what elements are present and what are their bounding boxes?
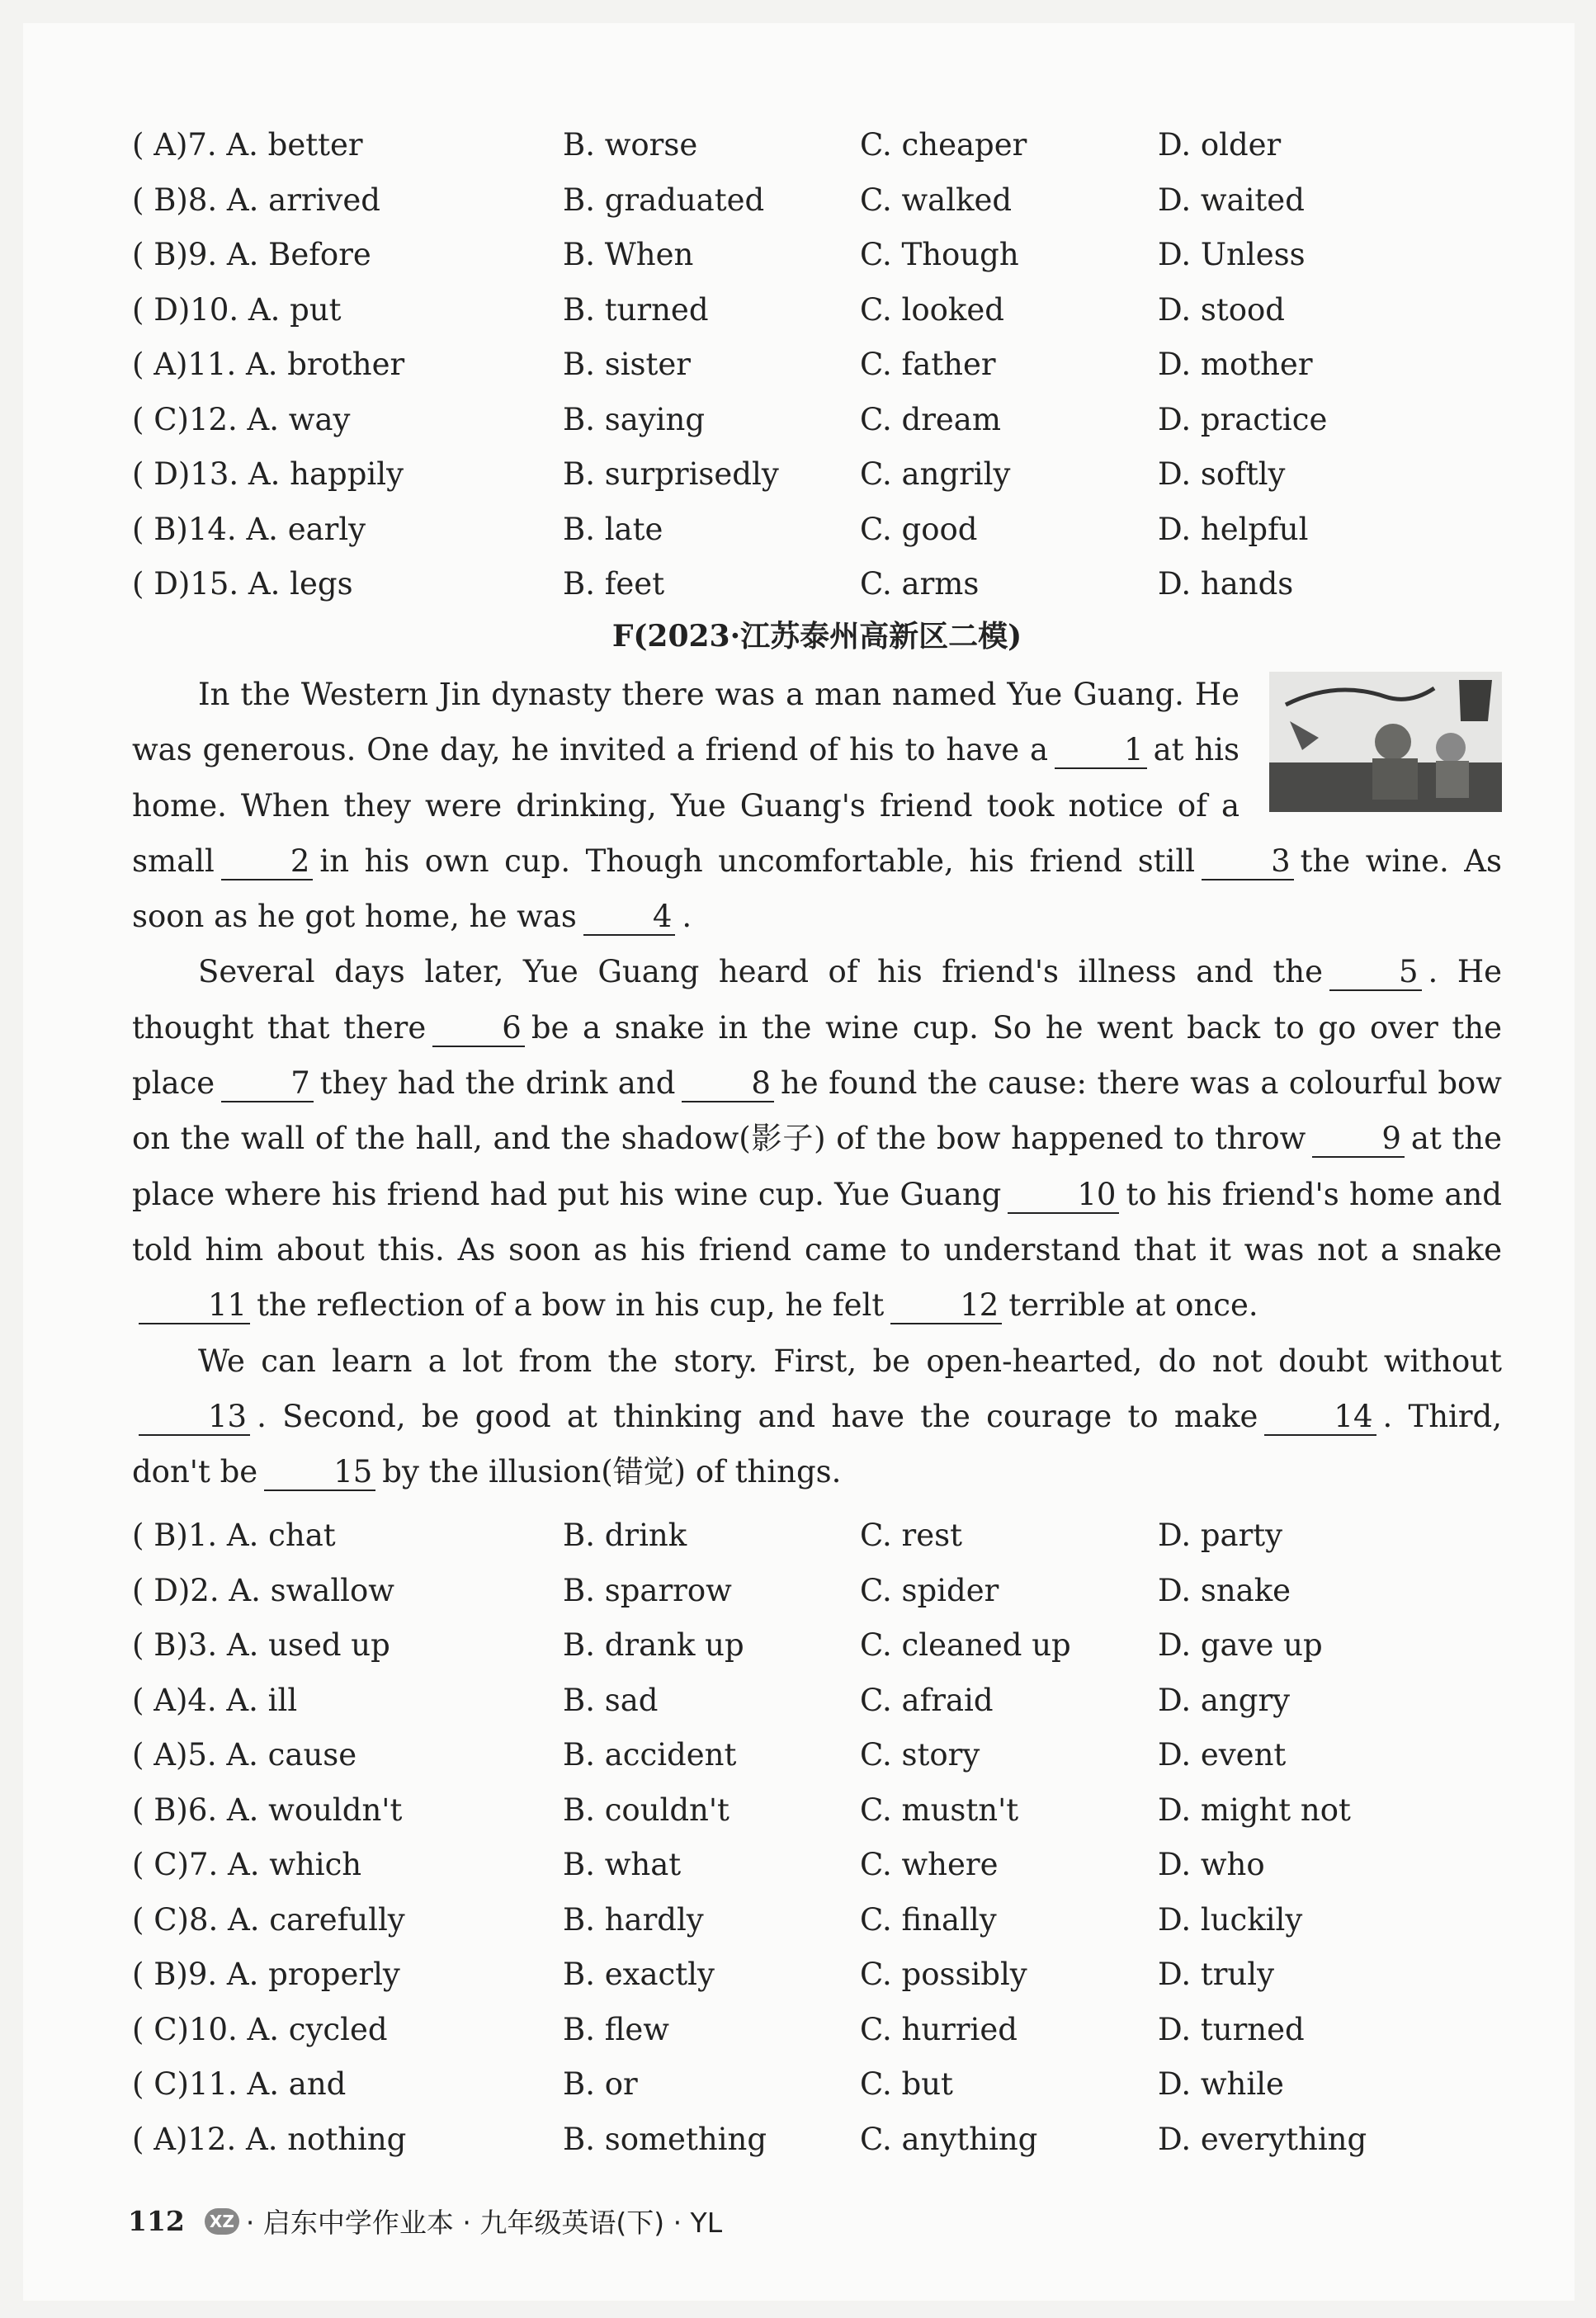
passage-text: . He thought that there — [132, 954, 1502, 1046]
option-d: D. might not — [1158, 1792, 1351, 1828]
passage-text: by the illusion(错觉) of things. — [382, 1454, 842, 1490]
answer-mark: B — [153, 237, 177, 272]
passage-text: the reflection of a bow in his cup, he felt — [257, 1287, 885, 1324]
option-d: D. turned — [1158, 2011, 1305, 2047]
blank-5: 5 — [1329, 955, 1422, 991]
passage-text: he found the cause: there was a colourful bow on the wall of the hall, and the shadow(影子) of the bow happened to throw — [132, 1065, 1502, 1157]
option-b: B. hardly — [563, 1901, 704, 1938]
answer-mark: A — [153, 127, 176, 163]
option-a: )2. A. swallow — [177, 1572, 394, 1608]
question-list-top — [132, 118, 1502, 612]
blank-10: 10 — [1008, 1178, 1119, 1214]
option-a: )11. A. and — [177, 2066, 347, 2102]
question-stem: ( B)9. A. Before — [132, 237, 371, 272]
option-a: )8. A. carefully — [177, 1901, 405, 1938]
passage-text: at his home. When they were drinking, Yue Guang's friend took notice of a small — [132, 732, 1240, 879]
answer-mark: C — [153, 1901, 177, 1938]
passage-text: in his own cup. Though uncomfortable, his friend still — [319, 843, 1196, 879]
option-c: C. afraid — [860, 1682, 994, 1718]
question-row — [132, 2003, 1502, 2058]
passage-text: We can learn a lot from the story. First, be open-hearted, do not doubt without — [198, 1343, 1502, 1379]
option-a: )12. A. way — [177, 401, 351, 437]
answer-mark: D — [153, 456, 178, 492]
passage-text: . — [682, 899, 692, 935]
option-b: B. worse — [563, 127, 698, 163]
option-d: D. everything — [1158, 2121, 1367, 2157]
option-d: D. stood — [1158, 291, 1285, 328]
option-b: B. surprisedly — [563, 456, 779, 492]
passage-text: terrible at once. — [1008, 1287, 1258, 1324]
option-b: B. flew — [563, 2011, 669, 2047]
question-stem: ( C)12. A. way — [132, 401, 351, 437]
question-stem: ( A)11. A. brother — [132, 347, 405, 382]
option-a: )12. A. nothing — [175, 2121, 407, 2157]
question-stem: ( A)4. A. ill — [132, 1682, 298, 1718]
question-row — [132, 447, 1502, 503]
question-stem: ( D)10. A. put — [132, 291, 342, 328]
option-b: B. sad — [563, 1682, 659, 1718]
answer-mark: B — [153, 511, 177, 547]
option-b: B. drink — [563, 1518, 687, 1553]
option-d: D. softly — [1158, 456, 1286, 492]
question-row — [132, 1618, 1502, 1674]
question-row — [132, 1893, 1502, 1948]
option-c: C. rest — [860, 1518, 962, 1553]
question-row — [132, 1838, 1502, 1893]
question-stem: ( B)3. A. used up — [132, 1627, 390, 1663]
option-c: C. mustn't — [860, 1792, 1019, 1828]
question-row — [132, 338, 1502, 393]
question-row — [132, 1728, 1502, 1783]
option-b: B. sister — [563, 347, 691, 382]
question-stem: ( C)7. A. which — [132, 1847, 362, 1882]
option-c: C. arms — [860, 566, 980, 602]
option-c: C. anything — [860, 2121, 1038, 2157]
blank-14: 14 — [1264, 1400, 1376, 1436]
answer-mark: B — [153, 1957, 177, 1992]
answer-mark: A — [153, 1682, 176, 1718]
option-a: )9. A. Before — [176, 237, 371, 272]
option-a: )11. A. brother — [175, 347, 405, 382]
option-a: )10. A. cycled — [177, 2011, 388, 2047]
option-b: B. exactly — [563, 1957, 715, 1992]
option-a: )3. A. used up — [176, 1627, 390, 1663]
blank-3: 3 — [1202, 844, 1294, 880]
option-b: B. saying — [563, 401, 706, 437]
blank-4: 4 — [583, 899, 676, 936]
passage-text: be a snake in the wine cup. So he went back to go over the place — [132, 1009, 1502, 1102]
page-footer — [128, 2202, 722, 2240]
option-a: )4. A. ill — [175, 1682, 298, 1718]
question-stem: ( B)9. A. properly — [132, 1957, 400, 1992]
option-c: C. possibly — [860, 1957, 1027, 1992]
option-d: D. truly — [1158, 1957, 1274, 1992]
option-d: D. helpful — [1158, 511, 1309, 547]
book-title: · 启东中学作业本 · 九年级英语(下) · YL — [245, 2207, 723, 2239]
question-row — [132, 1947, 1502, 2003]
passage-text: . Second, be good at thinking and have the courage to make — [257, 1398, 1258, 1434]
question-stem: ( B)6. A. wouldn't — [132, 1792, 403, 1828]
answer-mark: D — [153, 291, 178, 328]
option-b: B. feet — [563, 566, 665, 602]
blank-15: 15 — [264, 1455, 375, 1491]
passage-text: In the Western Jin dynasty there was a man named Yue Guang. He was generous. One day, he invited a friend of his to have a — [132, 677, 1239, 768]
option-d: D. Unless — [1158, 237, 1306, 272]
option-a: )14. A. early — [176, 511, 366, 547]
question-stem: ( B)8. A. arrived — [132, 182, 380, 218]
option-c: C. looked — [860, 291, 1004, 328]
question-row — [132, 503, 1502, 558]
passage-text: at the place where his friend had put his wine cup. Yue Guang — [132, 1121, 1502, 1212]
question-row — [132, 283, 1502, 338]
blank-11: 11 — [139, 1288, 250, 1324]
question-row — [132, 1564, 1502, 1619]
option-b: B. something — [563, 2121, 767, 2157]
option-a: )15. A. legs — [177, 566, 353, 602]
question-row — [132, 118, 1502, 173]
blank-8: 8 — [682, 1066, 774, 1102]
blank-9: 9 — [1312, 1121, 1405, 1158]
question-stem: ( C)11. A. and — [132, 2066, 347, 2102]
question-stem: ( C)10. A. cycled — [132, 2011, 388, 2047]
answer-mark: C — [153, 401, 177, 437]
question-row — [132, 393, 1502, 448]
answer-mark: A — [153, 1737, 176, 1773]
option-c: C. cheaper — [860, 127, 1027, 163]
option-c: C. finally — [860, 1901, 997, 1938]
question-stem: ( A)5. A. cause — [132, 1737, 357, 1773]
blank-13: 13 — [139, 1400, 250, 1436]
question-row — [132, 2113, 1502, 2168]
option-c: C. father — [860, 347, 996, 382]
passage-text: Several days later, Yue Guang heard of his friend's illness and the — [198, 954, 1323, 990]
option-c: C. dream — [860, 401, 1001, 437]
answer-mark: A — [153, 2121, 176, 2157]
question-stem: ( D)15. A. legs — [132, 566, 353, 602]
answer-mark: C — [153, 2011, 177, 2047]
option-b: B. graduated — [563, 182, 765, 218]
option-c: C. cleaned up — [860, 1627, 1071, 1663]
option-a: )7. A. better — [175, 127, 363, 163]
option-d: D. gave up — [1158, 1627, 1323, 1663]
answer-mark: C — [153, 2066, 177, 2102]
option-d: D. practice — [1158, 401, 1328, 437]
question-stem: ( B)1. A. chat — [132, 1518, 336, 1553]
question-stem: ( D)2. A. swallow — [132, 1572, 394, 1608]
option-a: )5. A. cause — [175, 1737, 357, 1773]
question-stem: ( A)12. A. nothing — [132, 2121, 407, 2157]
option-d: D. older — [1158, 127, 1282, 163]
answer-mark: A — [153, 347, 176, 382]
question-stem: ( C)8. A. carefully — [132, 1901, 405, 1938]
option-c: C. good — [860, 511, 978, 547]
question-row — [132, 2057, 1502, 2113]
option-a: )8. A. arrived — [176, 182, 380, 218]
blank-1: 1 — [1055, 733, 1147, 769]
option-b: B. what — [563, 1847, 682, 1882]
option-d: D. snake — [1158, 1572, 1291, 1608]
option-d: D. waited — [1158, 182, 1305, 218]
answer-mark: C — [153, 1847, 177, 1882]
blank-12: 12 — [890, 1288, 1002, 1324]
option-c: C. but — [860, 2066, 953, 2102]
question-row — [132, 1508, 1502, 1564]
option-d: D. party — [1158, 1518, 1283, 1553]
option-d: D. angry — [1158, 1682, 1291, 1718]
option-d: D. luckily — [1158, 1901, 1303, 1938]
option-c: C. where — [860, 1847, 999, 1882]
option-d: D. who — [1158, 1847, 1265, 1882]
option-a: )1. A. chat — [176, 1518, 336, 1553]
answer-mark: B — [153, 1627, 177, 1663]
option-c: C. Though — [860, 237, 1019, 272]
option-b: B. couldn't — [563, 1792, 730, 1828]
option-d: D. mother — [1158, 347, 1313, 382]
option-c: C. angrily — [860, 456, 1011, 492]
question-row — [132, 228, 1502, 283]
section-title: F(2023·江苏泰州高新区二模) — [611, 619, 1022, 654]
passage-text: to his friend's home and told him about this. As soon as his friend came to understand that it was not a snake — [132, 1176, 1502, 1268]
question-list-bottom — [132, 1508, 1502, 2167]
answer-mark: D — [153, 566, 178, 602]
option-c: C. walked — [860, 182, 1013, 218]
option-b: B. When — [563, 237, 694, 272]
answer-mark: B — [153, 1792, 177, 1828]
answer-mark: B — [153, 1518, 177, 1553]
option-c: C. spider — [860, 1572, 999, 1608]
passage-text: they had the drink and — [319, 1065, 676, 1102]
answer-mark: D — [153, 1572, 178, 1608]
option-c: C. story — [860, 1737, 980, 1773]
option-b: B. drank up — [563, 1627, 744, 1663]
page-number: 112 — [128, 2205, 185, 2237]
option-c: C. hurried — [860, 2011, 1018, 2047]
question-row — [132, 1674, 1502, 1729]
passage-text: the wine. As soon as he got home, he was — [132, 843, 1502, 935]
option-a: )10. A. put — [177, 291, 342, 328]
option-a: )6. A. wouldn't — [176, 1792, 403, 1828]
answer-mark: B — [153, 182, 177, 218]
question-stem: ( D)13. A. happily — [132, 456, 404, 492]
question-row — [132, 173, 1502, 229]
option-d: D. while — [1158, 2066, 1284, 2102]
option-a: )7. A. which — [177, 1847, 362, 1882]
option-d: D. event — [1158, 1737, 1287, 1773]
blank-2: 2 — [221, 844, 314, 880]
passage-text: . Third, don't be — [132, 1398, 1502, 1490]
cloze-passage — [132, 667, 1502, 1499]
option-d: D. hands — [1158, 566, 1294, 602]
option-b: B. accident — [563, 1737, 737, 1773]
story-illustration — [1269, 672, 1502, 812]
option-b: B. turned — [563, 291, 709, 328]
option-a: )9. A. properly — [176, 1957, 400, 1992]
option-b: B. sparrow — [563, 1572, 732, 1608]
question-row — [132, 1783, 1502, 1839]
blank-7: 7 — [221, 1066, 314, 1102]
blank-6: 6 — [432, 1011, 525, 1047]
series-badge: XZ — [205, 2208, 239, 2235]
option-b: B. late — [563, 511, 663, 547]
question-stem: ( B)14. A. early — [132, 511, 366, 547]
option-a: )13. A. happily — [177, 456, 404, 492]
question-stem: ( A)7. A. better — [132, 127, 363, 163]
option-b: B. or — [563, 2066, 638, 2102]
question-row — [132, 557, 1502, 612]
